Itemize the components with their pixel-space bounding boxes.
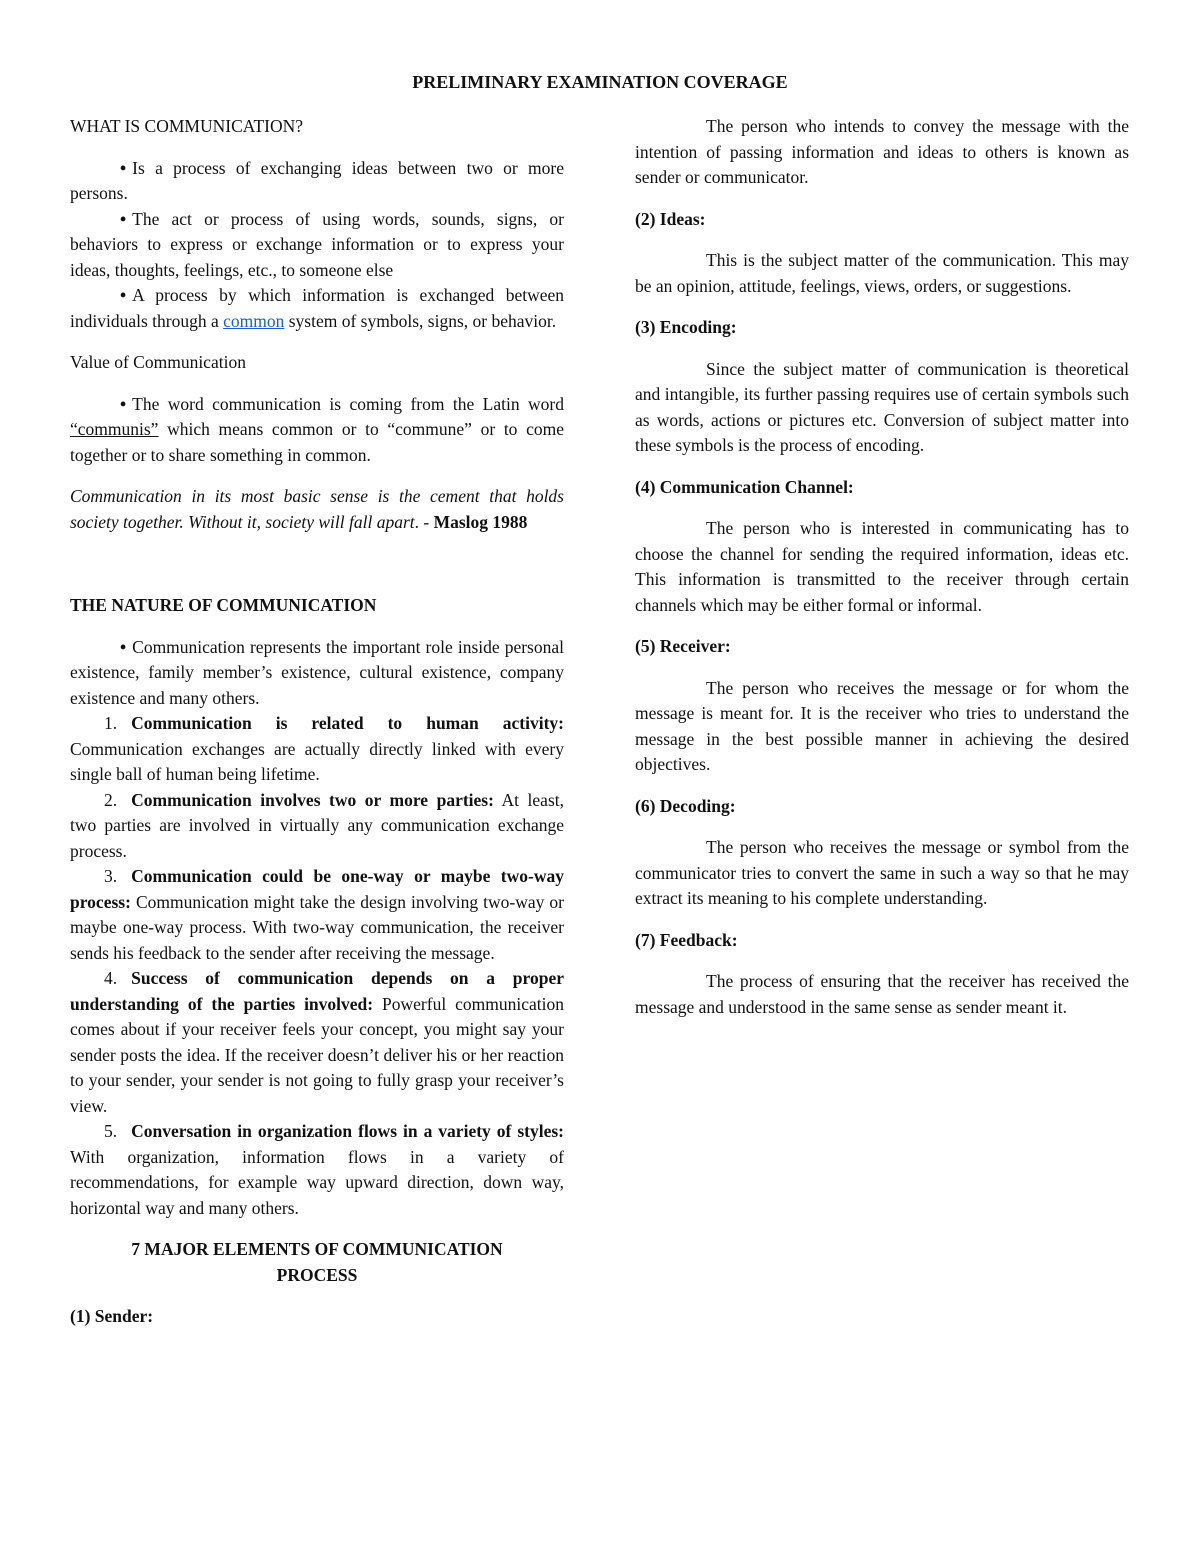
nature-bullet: • Communication represents the important role inside personal existence, family member’s existence, cultural existence, company existence and many others.	[70, 636, 564, 708]
channel-heading: (4) Communication Channel:	[635, 476, 854, 497]
nature-list-item: 2. Communication involves two or more parties: At least, two parties are involved in virtually any communication exchange process.	[70, 789, 564, 861]
encoding-text: Since the subject matter of communication is theoretical and intangible, its further passing requires use of certain symbols such as words, actions or pictures etc. Conversion of subject matter into these symbols is the process of encoding.	[635, 358, 1129, 455]
feedback-heading: (7) Feedback:	[635, 929, 738, 950]
value-item: • The word communication is coming from the Latin word “communis” which means common or to “commune” or to come together or to share something in common.	[70, 393, 564, 465]
definition-item: • A process by which information is exchanged between individuals through a common system of symbols, signs, or behavior.	[70, 285, 564, 331]
decoding-text: The person who receives the message or symbol from the communicator tries to convert the same in such a way so that he may extract its meaning to his complete understanding.	[635, 837, 1129, 908]
communis-word: “communis”	[70, 419, 159, 439]
channel-text: The person who is interested in communicating has to choose the channel for sending the required information, ideas etc. This information is transmitted to the receiver through certain channels which may be either formal or informal.	[635, 518, 1129, 615]
page-title: PRELIMINARY EXAMINATION COVERAGE	[412, 72, 788, 92]
what-is-communication-heading: WHAT IS COMMUNICATION?	[70, 116, 304, 136]
definition-item: • The act or process of using words, sounds, signs, or behaviors to express or exchange information or to express your ideas, thoughts, feelings, etc., to someone else	[70, 208, 564, 280]
quote-text: Communication in its most basic sense is the cement that holds society together. Without it, society will fall apart	[70, 486, 564, 532]
decoding-heading: (6) Decoding:	[635, 795, 736, 816]
nature-list-item: 3. Communication could be one-way or maybe two-way process: Communication might take the design involving two-way or maybe one-way process. With two-way communication, the receiver sends his feedback to the sender after receiving the message.	[70, 866, 564, 963]
nature-list-item: 5. Conversation in organization flows in a variety of styles: With organization, information flows in a variety of recommendations, for example way upward direction, down way, horizontal way and many others.	[70, 1121, 564, 1218]
feedback-text: The process of ensuring that the receiver has received the message and understood in the same sense as sender meant it.	[635, 971, 1129, 1017]
nature-heading: THE NATURE OF COMMUNICATION	[70, 595, 377, 615]
elements-heading: 7 MAJOR ELEMENTS OF COMMUNICATION PROCESS	[131, 1239, 503, 1285]
right-column	[635, 114, 1129, 1036]
encoding-heading: (3) Encoding:	[635, 317, 737, 337]
nature-list-item: 4. Success of communication depends on a proper understanding of the parties involved: Powerful communication comes about if your receiver feels your concept, you might say your sender posts the idea. If the receiver doesn’t deliver his or her reaction to your sender, your sender is not going to fully grasp your receiver’s view.	[70, 968, 564, 1116]
bullet-icon: •	[120, 208, 127, 229]
ideas-heading: (2) Ideas:	[635, 208, 706, 229]
bullet-icon: •	[120, 285, 127, 305]
sender-heading: (1) Sender:	[70, 1306, 154, 1326]
ideas-text: This is the subject matter of the communication. This may be an opinion, attitude, feelings, views, orders, or suggestions.	[635, 250, 1129, 296]
value-of-communication-heading: Value of Communication	[70, 352, 246, 372]
left-column	[70, 114, 564, 1330]
sender-text: The person who intends to convey the message with the intention of passing information and ideas to others is known as sender or communicator.	[635, 116, 1129, 187]
bullet-icon: •	[120, 157, 127, 178]
bullet-icon: •	[120, 636, 127, 657]
receiver-heading: (5) Receiver:	[635, 636, 731, 656]
nature-list-item: 1. Communication is related to human activity: Communication exchanges are actually directly linked with every single ball of human being lifetime.	[70, 713, 564, 784]
definition-item: • Is a process of exchanging ideas between two or more persons.	[70, 157, 564, 203]
common-link[interactable]: common	[223, 310, 285, 331]
quote-author: Maslog 1988	[433, 511, 528, 532]
receiver-text: The person who receives the message or for whom the message is meant for. It is the receiver who tries to understand the message in the best possible manner in achieving the desired objectives.	[635, 677, 1129, 774]
bullet-icon: •	[120, 393, 127, 414]
quote: Communication in its most basic sense is the cement that holds society together. Without it, society will fall apart. - Maslog 1988	[70, 486, 564, 532]
